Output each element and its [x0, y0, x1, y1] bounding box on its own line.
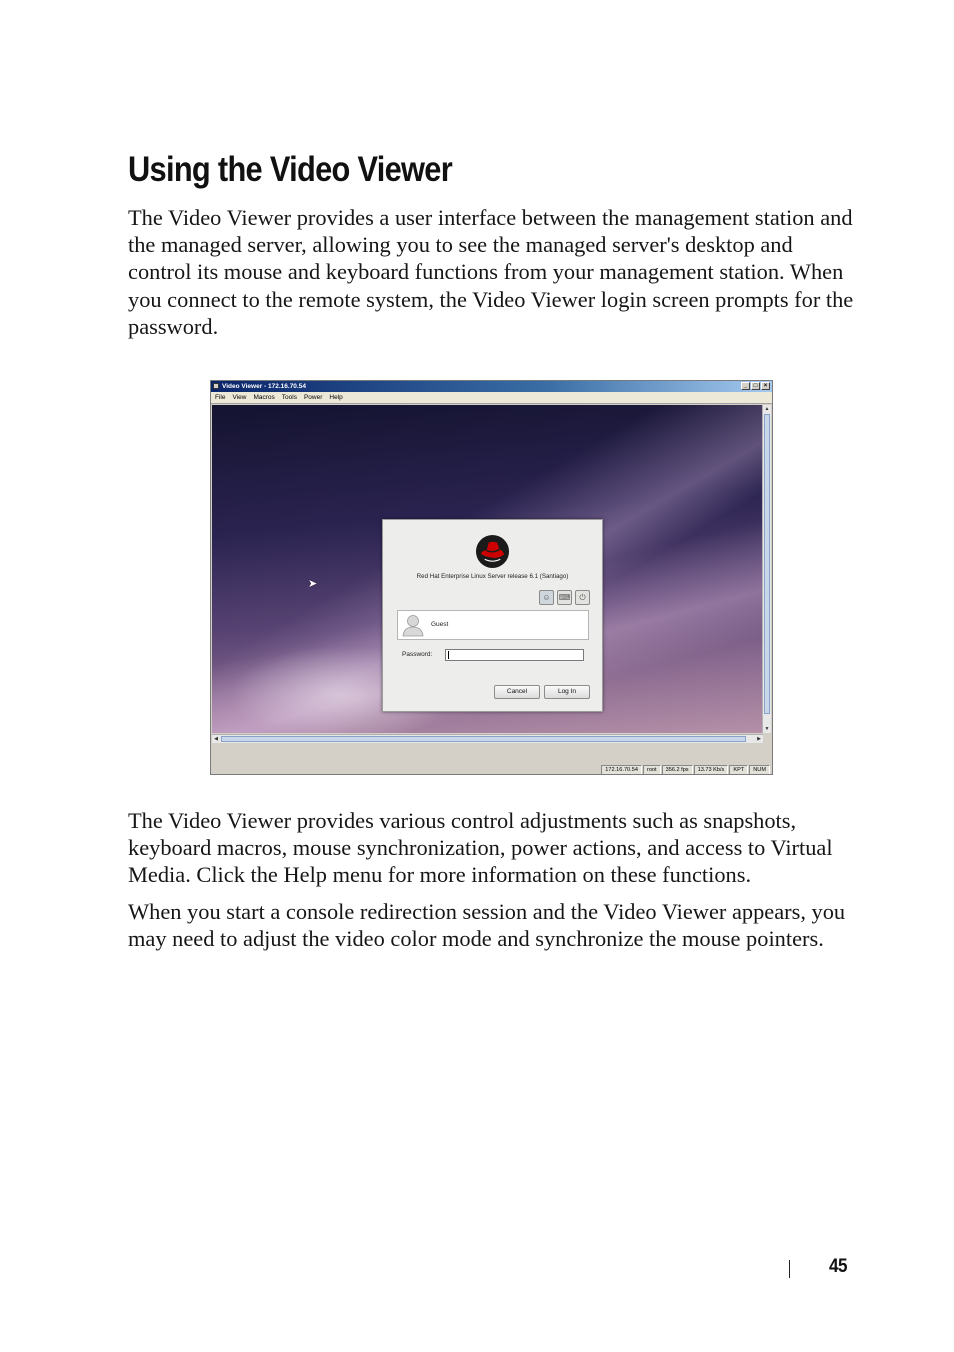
- user-avatar-icon: [402, 614, 424, 637]
- minimize-icon[interactable]: _: [741, 382, 750, 390]
- app-icon: [213, 383, 219, 389]
- window-titlebar: [211, 381, 772, 392]
- status-ip: 172.16.70.54: [601, 765, 642, 775]
- window-title: Video Viewer - 172.16.70.54: [222, 383, 306, 390]
- scroll-up-icon[interactable]: ▲: [764, 406, 770, 412]
- scroll-left-icon[interactable]: ◀: [214, 736, 218, 742]
- horizontal-scroll-thumb[interactable]: [221, 736, 746, 742]
- menu-tools[interactable]: Tools: [281, 394, 297, 401]
- password-label: Password:: [402, 651, 433, 658]
- redhat-logo-icon: [475, 534, 510, 569]
- maximize-icon[interactable]: □: [751, 382, 760, 390]
- page-title: Using the Video Viewer: [128, 150, 452, 189]
- start-paragraph: When you start a console redirection session and the Video Viewer appears, you may need to adjust the video color mode and synchronize the mouse pointers.: [128, 899, 846, 952]
- window-controls: [741, 382, 770, 390]
- menu-bar: [211, 392, 772, 404]
- menu-macros[interactable]: Macros: [253, 394, 275, 401]
- accessibility-icon[interactable]: ☺: [539, 590, 554, 605]
- release-text: Red Hat Enterprise Linux Server release 6.1 (Santiago): [416, 573, 569, 580]
- user-name: Guest: [431, 621, 449, 628]
- keyboard-icon[interactable]: ⌨: [557, 590, 572, 605]
- close-icon[interactable]: ×: [761, 382, 770, 390]
- status-num: NUM: [749, 765, 770, 775]
- password-input[interactable]: [445, 649, 584, 661]
- status-bar: [211, 764, 772, 775]
- menu-view[interactable]: View: [232, 394, 247, 401]
- horizontal-scrollbar[interactable]: [212, 734, 763, 743]
- status-user: root: [643, 765, 661, 775]
- menu-help[interactable]: Help: [329, 394, 343, 401]
- controls-paragraph: The Video Viewer provides various control adjustments such as snapshots, keyboard macros, mouse synchronization, power actions, and access to Virtual Media. Click the Help menu for more information on these functions.: [128, 808, 833, 888]
- session-options: [539, 590, 590, 605]
- login-dialog: [382, 519, 603, 712]
- mouse-pointer-icon: ➤: [308, 578, 318, 590]
- vertical-scrollbar[interactable]: [762, 405, 771, 733]
- scroll-down-icon[interactable]: ▼: [764, 726, 770, 732]
- scroll-right-icon[interactable]: ▶: [757, 736, 761, 742]
- video-viewer-screenshot: [210, 380, 773, 775]
- status-kpt: KPT: [729, 765, 748, 775]
- intro-paragraph: The Video Viewer provides a user interface between the management station and the managed server, allowing you to see the managed server's desktop and control its mouse and keyboard functions from your management station. When you connect to the remote system, the Video Viewer login screen prompts for the password.: [128, 205, 854, 339]
- login-button[interactable]: Log In: [544, 685, 590, 699]
- vertical-scroll-thumb[interactable]: [764, 414, 770, 714]
- page-number: 45: [829, 1256, 848, 1277]
- remote-desktop[interactable]: [212, 405, 763, 733]
- cancel-button[interactable]: Cancel: [494, 685, 540, 699]
- menu-file[interactable]: File: [215, 394, 226, 401]
- power-icon[interactable]: ⏻: [575, 590, 590, 605]
- status-rate: 13.73 Kb/s: [694, 765, 729, 775]
- status-fps: 356.2 fps: [662, 765, 693, 775]
- menu-power[interactable]: Power: [303, 394, 323, 401]
- footer-divider: [789, 1260, 790, 1278]
- user-list-item[interactable]: [397, 610, 589, 640]
